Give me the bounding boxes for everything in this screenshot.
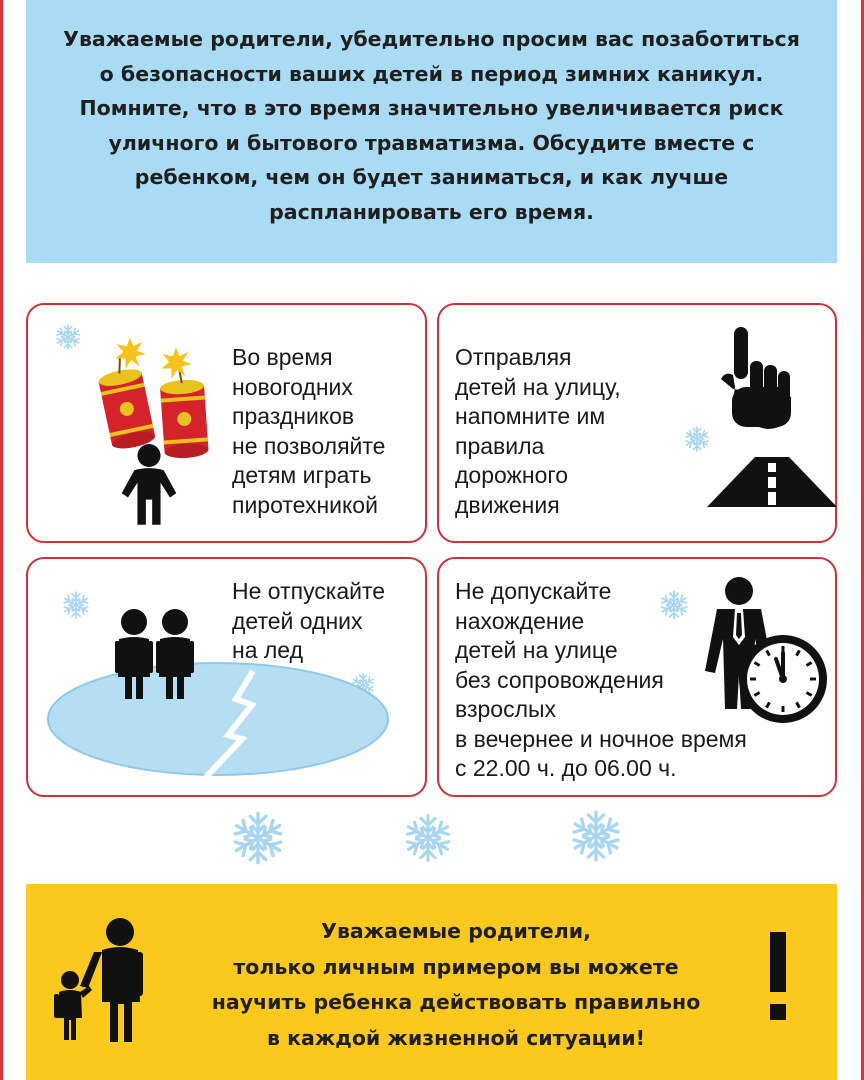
card-fireworks-text: Во время новогодних праздников не позволяйте детям играть пиротехникой [232,344,386,518]
card-night-curfew-text: Не допускайте нахождение детей на улице без сопровождения взрослых в вечернее и ночное время с 22.00 ч. до 06.00 ч. [455,578,747,781]
card-road-rules [437,303,837,543]
header-message: Уважаемые родители, убедительно просим вас позаботиться о безопасности ваших детей в период зимних каникул. Помните, что в это время значительно увеличивается риск уличного и бытового травматизма. Обсудите вместе с ребенком, чем он будет заниматься, и как лучше распланировать его время. [63,27,800,224]
snowflake-decoration-row [0,800,864,880]
snowflake-icon [405,816,451,861]
card-road-rules-text: Отправляя детей на улицу, напомните им правила дорожного движения [455,344,621,518]
bottom-banner [26,884,837,1080]
left-border-line [0,0,3,1080]
top-banner [26,0,837,263]
exclamation-icon [762,932,802,1032]
card-ice [26,557,427,797]
road-icon [439,305,839,545]
snowflake-icon [571,812,620,860]
card-night-curfew [437,557,837,797]
card-fireworks [26,303,427,543]
snowflake-icon [233,813,284,863]
footer-message: Уважаемые родители, только личным примером вы можете научить ребенка действовать правильно в каждой жизненной ситуации! [211,919,701,1050]
card-ice-text: Не отпускайте детей одних на лед [232,578,386,663]
